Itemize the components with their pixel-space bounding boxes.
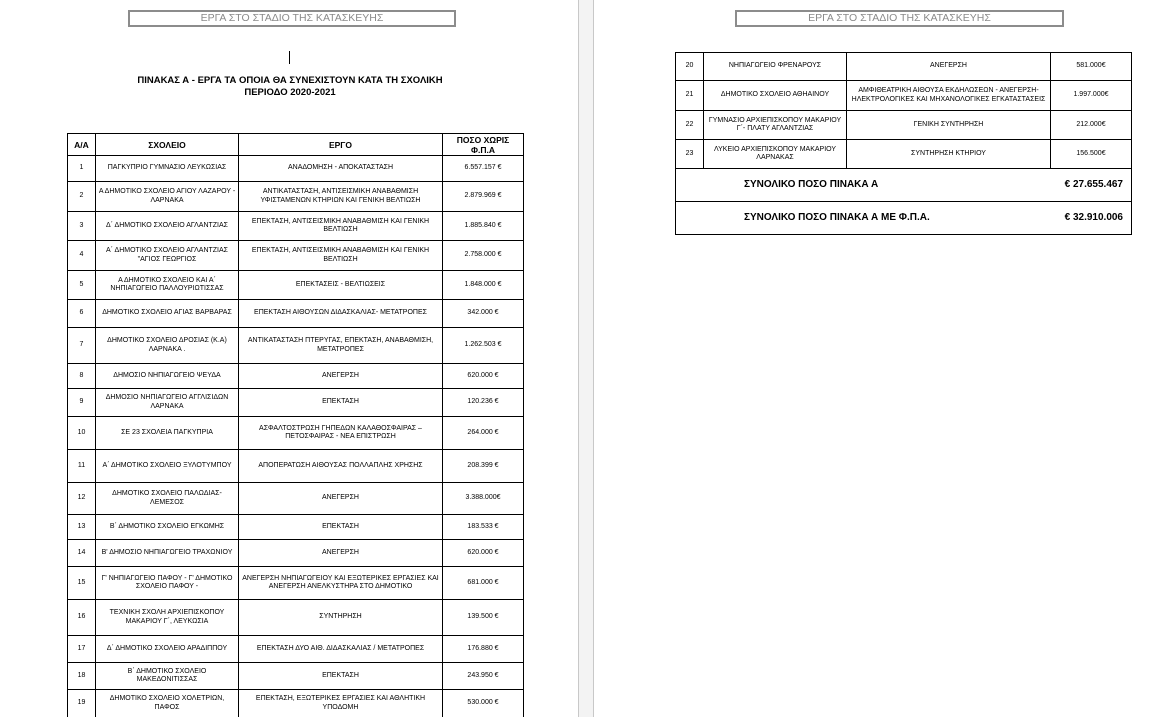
- cell-amount: 156.500€: [1051, 140, 1132, 169]
- table-row: [68, 567, 524, 600]
- table-row: [68, 364, 524, 389]
- cell-amount: 620.000 €: [443, 540, 524, 567]
- cell-school: ΣΕ 23 ΣΧΟΛΕΙΑ ΠΑΓΚΥΠΡΙΑ: [96, 417, 239, 450]
- cell-school: ΝΗΠΙΑΓΩΓΕΙΟ ΦΡΕΝΑΡΟΥΣ: [704, 53, 847, 81]
- cell-aa: 17: [68, 636, 96, 663]
- cell-project: ΕΠΕΚΤΑΣΗ, ΕΞΩΤΕΡΙΚΕΣ ΕΡΓΑΣΙΕΣ ΚΑΙ ΑΘΛΗΤΙΚΗ ΥΠΟΔΟΜΗ: [239, 690, 443, 717]
- table-row: [68, 663, 524, 690]
- cell-project: ΑΝΕΓΕΡΣΗ ΝΗΠΙΑΓΩΓΕΙΟΥ ΚΑΙ ΕΞΩΤΕΡΙΚΕΣ ΕΡΓΑΣΙΕΣ ΚΑΙ ΑΝΕΓΕΡΣΗ ΑΝΕΛΚΥΣΤΗΡΑ ΣΤΟ ΔΗΜΟΤΙΚΟ: [239, 567, 443, 600]
- cell-aa: 7: [68, 328, 96, 364]
- cell-amount: 264.000 €: [443, 417, 524, 450]
- cell-aa: 19: [68, 690, 96, 717]
- cell-project: ΣΥΝΤΗΡΗΣΗ: [239, 600, 443, 636]
- cell-amount: 176.880 €: [443, 636, 524, 663]
- cell-school: Γ' ΝΗΠΙΑΓΩΓΕΙΟ ΠΑΦΟΥ - Γ' ΔΗΜΟΤΙΚΟ ΣΧΟΛΕΙΟ ΠΑΦΟΥ -: [96, 567, 239, 600]
- cell-aa: 20: [676, 53, 704, 81]
- total-row: [676, 202, 1132, 235]
- cell-amount: 1.997.000€: [1051, 81, 1132, 111]
- cell-aa: 12: [68, 483, 96, 515]
- cell-project: ΕΠΕΚΤΑΣΕΙΣ - ΒΕΛΤΙΩΣΕΙΣ: [239, 271, 443, 300]
- page-header: ΕΡΓΑ ΣΤΟ ΣΤΑΔΙΟ ΤΗΣ ΚΑΤΑΣΚΕΥΗΣ: [128, 10, 456, 27]
- cell-amount: 212.000€: [1051, 111, 1132, 140]
- table-row: [68, 182, 524, 212]
- cell-amount: 342.000 €: [443, 300, 524, 328]
- total-value: € 27.655.467: [1051, 169, 1132, 202]
- cell-project: ΕΠΕΚΤΑΣΗ, ΑΝΤΙΣΕΙΣΜΙΚΗ ΑΝΑΒΑΘΜΙΣΗ ΚΑΙ ΓΕΝΙΚΗ ΒΕΛΤΙΩΣΗ: [239, 241, 443, 271]
- cell-aa: 16: [68, 600, 96, 636]
- cell-amount: 1.885.840 €: [443, 212, 524, 241]
- cell-project: ΑΝΕΓΕΡΣΗ: [847, 53, 1051, 81]
- cell-school: ΤΕΧΝΙΚΗ ΣΧΟΛΗ ΑΡΧΙΕΠΙΣΚΟΠΟΥ ΜΑΚΑΡΙΟΥ Γ΄, ΛΕΥΚΩΣΙΑ: [96, 600, 239, 636]
- cell-project: ΑΝΤΙΚΑΤΑΣΤΑΣΗ, ΑΝΤΙΣΕΙΣΜΙΚΗ ΑΝΑΒΑΘΜΙΣΗ ΥΦΙΣΤΑΜΕΝΩΝ ΚΤΗΡΙΩΝ ΚΑΙ ΓΕΝΙΚΗ ΒΕΛΤΙΩΣΗ: [239, 182, 443, 212]
- cell-amount: 1.848.000 €: [443, 271, 524, 300]
- cell-amount: 139.500 €: [443, 600, 524, 636]
- cell-amount: 530.000 €: [443, 690, 524, 717]
- cell-aa: 9: [68, 389, 96, 417]
- cell-project: ΑΝΕΓΕΡΣΗ: [239, 483, 443, 515]
- cell-project: ΕΠΕΚΤΑΣΗ ΔΥΟ ΑΙΘ. ΔΙΔΑΣΚΑΛΙΑΣ / ΜΕΤΑΤΡΟΠΕΣ: [239, 636, 443, 663]
- table-row: [68, 600, 524, 636]
- cell-amount: 620.000 €: [443, 364, 524, 389]
- cell-project: ΑΣΦΑΛΤΟΣΤΡΩΣΗ ΓΗΠΕΔΩΝ ΚΑΛΑΘΟΣΦΑΙΡΑΣ – ΠΕΤΟΣΦΑΙΡΑΣ - ΝΕΑ ΕΠΙΣΤΡΩΣΗ: [239, 417, 443, 450]
- table-row: [68, 328, 524, 364]
- table-title-line-1: ΠΙΝΑΚΑΣ Α - ΕΡΓΑ ΤΑ ΟΠΟΙΑ ΘΑ ΣΥΝΕΧΙΣΤΟΥΝ ΚΑΤΑ ΤΗ ΣΧΟΛΙΚΗ: [137, 75, 443, 86]
- table-row: [68, 271, 524, 300]
- cell-school: Α ΔΗΜΟΤΙΚΟ ΣΧΟΛΕΙΟ ΑΓΙΟΥ ΛΑΖΑΡΟΥ - ΛΑΡΝΑΚΑ: [96, 182, 239, 212]
- document-page-2: [594, 0, 1169, 717]
- cell-project: ΑΠΟΠΕΡΑΤΩΣΗ ΑΙΘΟΥΣΑΣ ΠΟΛΛΑΠΛΗΣ ΧΡΗΣΗΣ: [239, 450, 443, 483]
- page-gutter: [578, 0, 594, 717]
- cell-aa: 18: [68, 663, 96, 690]
- table-row: [676, 53, 1132, 81]
- cell-amount: 183.533 €: [443, 515, 524, 540]
- table-row: [68, 636, 524, 663]
- table-row: [68, 417, 524, 450]
- cell-amount: 581.000€: [1051, 53, 1132, 81]
- cell-aa: 23: [676, 140, 704, 169]
- cell-school: Δ΄ ΔΗΜΟΤΙΚΟ ΣΧΟΛΕΙΟ ΑΓΛΑΝΤΖΙΑΣ: [96, 212, 239, 241]
- text-cursor: [289, 51, 290, 64]
- col-header-school: ΣΧΟΛΕΙΟ: [96, 134, 239, 156]
- cell-school: ΓΥΜΝΑΣΙΟ ΑΡΧΙΕΠΙΣΚΟΠΟΥ ΜΑΚΑΡΙΟΥ Γ΄- ΠΛΑΤΥ ΑΓΛΑΝΤΖΙΑΣ: [704, 111, 847, 140]
- cell-amount: 2.879.969 €: [443, 182, 524, 212]
- cell-project: ΑΜΦΙΘΕΑΤΡΙΚΗ ΑΙΘΟΥΣΑ ΕΚΔΗΛΩΣΕΩΝ - ΑΝΕΓΕΡΣΗ- ΗΛΕΚΤΡΟΛΟΓΙΚΕΣ ΚΑΙ ΜΗΧΑΝΟΛΟΓΙΚΕΣ ΕΓΚΑΤΑΣΤΑΣΕΙΣ: [847, 81, 1051, 111]
- cell-amount: 2.758.000 €: [443, 241, 524, 271]
- cell-aa: 13: [68, 515, 96, 540]
- cell-aa: 6: [68, 300, 96, 328]
- cell-amount: 1.262.503 €: [443, 328, 524, 364]
- cell-project: ΓΕΝΙΚΗ ΣΥΝΤΗΡΗΣΗ: [847, 111, 1051, 140]
- total-value: € 32.910.006: [1051, 202, 1132, 235]
- cell-aa: 21: [676, 81, 704, 111]
- col-header-amount-line2: Φ.Π.Α: [471, 144, 495, 155]
- table-row: [68, 540, 524, 567]
- table-header-row: [68, 134, 524, 156]
- cell-school: ΔΗΜΟΤΙΚΟ ΣΧΟΛΕΙΟ ΑΘΗΑΙΝΟΥ: [704, 81, 847, 111]
- cell-aa: 10: [68, 417, 96, 450]
- cell-aa: 14: [68, 540, 96, 567]
- page-header: ΕΡΓΑ ΣΤΟ ΣΤΑΔΙΟ ΤΗΣ ΚΑΤΑΣΚΕΥΗΣ: [735, 10, 1064, 27]
- table-title: [120, 75, 460, 99]
- cell-school: ΔΗΜΟΤΙΚΟ ΣΧΟΛΕΙΟ ΔΡΟΣΙΑΣ (Κ.Α) ΛΑΡΝΑΚΑ .: [96, 328, 239, 364]
- cell-project: ΑΝΤΙΚΑΤΑΣΤΑΣΗ ΠΤΕΡΥΓΑΣ, ΕΠΕΚΤΑΣΗ, ΑΝΑΒΑΘΜΙΣΗ, ΜΕΤΑΤΡΟΠΕΣ: [239, 328, 443, 364]
- cell-aa: 3: [68, 212, 96, 241]
- total-label: ΣΥΝΟΛΙΚΟ ΠΟΣΟ ΠΙΝΑΚΑ Α: [676, 169, 1051, 202]
- cell-school: Α΄ ΔΗΜΟΤΙΚΟ ΣΧΟΛΕΙΟ ΑΓΛΑΝΤΖΙΑΣ "ΑΓΙΟΣ ΓΕΩΡΓΙΟΣ: [96, 241, 239, 271]
- table-row: [68, 690, 524, 717]
- cell-project: ΕΠΕΚΤΑΣΗ: [239, 663, 443, 690]
- table-row: [676, 111, 1132, 140]
- projects-table: [67, 133, 524, 717]
- projects-table-continued: [675, 52, 1132, 235]
- cell-school: Α΄ ΔΗΜΟΤΙΚΟ ΣΧΟΛΕΙΟ ΞΥΛΟΤΥΜΠΟΥ: [96, 450, 239, 483]
- cell-aa: 22: [676, 111, 704, 140]
- cell-school: Β΄ ΔΗΜΟΤΙΚΟ ΣΧΟΛΕΙΟ ΜΑΚΕΔΟΝΙΤΙΣΣΑΣ: [96, 663, 239, 690]
- document-page-1: [0, 0, 578, 717]
- cell-project: ΕΠΕΚΤΑΣΗ, ΑΝΤΙΣΕΙΣΜΙΚΗ ΑΝΑΒΑΘΜΙΣΗ ΚΑΙ ΓΕΝΙΚΗ ΒΕΛΤΙΩΣΗ: [239, 212, 443, 241]
- cell-aa: 15: [68, 567, 96, 600]
- cell-amount: 3.388.000€: [443, 483, 524, 515]
- total-label: ΣΥΝΟΛΙΚΟ ΠΟΣΟ ΠΙΝΑΚΑ Α ΜΕ Φ.Π.Α.: [676, 202, 1051, 235]
- table-row: [68, 212, 524, 241]
- cell-aa: 8: [68, 364, 96, 389]
- col-header-project: ΕΡΓΟ: [239, 134, 443, 156]
- cell-project: ΑΝΕΓΕΡΣΗ: [239, 540, 443, 567]
- cell-aa: 4: [68, 241, 96, 271]
- cell-school: Α ΔΗΜΟΤΙΚΟ ΣΧΟΛΕΙΟ ΚΑΙ Α΄ ΝΗΠΙΑΓΩΓΕΙΟ ΠΑΛΛΟΥΡΙΩΤΙΣΣΑΣ: [96, 271, 239, 300]
- cell-amount: 208.399 €: [443, 450, 524, 483]
- cell-amount: 243.950 €: [443, 663, 524, 690]
- cell-project: ΕΠΕΚΤΑΣΗ: [239, 389, 443, 417]
- cell-aa: 11: [68, 450, 96, 483]
- total-row: [676, 169, 1132, 202]
- cell-project: ΕΠΕΚΤΑΣΗ: [239, 515, 443, 540]
- table-row: [68, 450, 524, 483]
- table-row: [676, 140, 1132, 169]
- cell-project: ΣΥΝΤΗΡΗΣΗ ΚΤΗΡΙΟΥ: [847, 140, 1051, 169]
- col-header-aa: Α/Α: [68, 134, 96, 156]
- cell-school: ΛΥΚΕΙΟ ΑΡΧΙΕΠΙΣΚΟΠΟΥ ΜΑΚΑΡΙΟΥ ΛΑΡΝΑΚΑΣ: [704, 140, 847, 169]
- table-row: [68, 300, 524, 328]
- cell-project: ΑΝΕΓΕΡΣΗ: [239, 364, 443, 389]
- cell-amount: 681.000 €: [443, 567, 524, 600]
- cell-aa: 2: [68, 182, 96, 212]
- col-header-amount: [443, 134, 524, 156]
- cell-school: ΔΗΜΟΣΙΟ ΝΗΠΙΑΓΩΓΕΙΟ ΨΕΥΔΑ: [96, 364, 239, 389]
- cell-school: Β΄ ΔΗΜΟΤΙΚΟ ΣΧΟΛΕΙΟ ΕΓΚΩΜΗΣ: [96, 515, 239, 540]
- cell-school: ΠΑΓΚΥΠΡΙΟ ΓΥΜΝΑΣΙΟ ΛΕΥΚΩΣΙΑΣ: [96, 156, 239, 182]
- cell-school: Δ΄ ΔΗΜΟΤΙΚΟ ΣΧΟΛΕΙΟ ΑΡΑΔΙΠΠΟΥ: [96, 636, 239, 663]
- table-row: [68, 241, 524, 271]
- table-title-line-2: ΠΕΡΙΟΔΟ 2020-2021: [244, 87, 336, 98]
- table-row: [68, 483, 524, 515]
- cell-project: ΑΝΑΔΟΜΗΣΗ - ΑΠΟΚΑΤΑΣΤΑΣΗ: [239, 156, 443, 182]
- cell-aa: 5: [68, 271, 96, 300]
- table-row: [68, 156, 524, 182]
- cell-amount: 6.557.157 €: [443, 156, 524, 182]
- cell-school: ΔΗΜΟΤΙΚΟ ΣΧΟΛΕΙΟ ΑΓΙΑΣ ΒΑΡΒΑΡΑΣ: [96, 300, 239, 328]
- cell-project: ΕΠΕΚΤΑΣΗ ΑΙΘΟΥΣΩΝ ΔΙΔΑΣΚΑΛΙΑΣ- ΜΕΤΑΤΡΟΠΕΣ: [239, 300, 443, 328]
- cell-aa: 1: [68, 156, 96, 182]
- table-row: [676, 81, 1132, 111]
- cell-amount: 120.236 €: [443, 389, 524, 417]
- cell-school: ΔΗΜΟΣΙΟ ΝΗΠΙΑΓΩΓΕΙΟ ΑΓΓΛΙΣΙΔΩΝ ΛΑΡΝΑΚΑ: [96, 389, 239, 417]
- cell-school: Β' ΔΗΜΟΣΙΟ ΝΗΠΙΑΓΩΓΕΙΟ ΤΡΑΧΩΝΙΟΥ: [96, 540, 239, 567]
- cell-school: ΔΗΜΟΤΙΚΟ ΣΧΟΛΕΙΟ ΧΟΛΕΤΡΙΩΝ, ΠΑΦΟΣ: [96, 690, 239, 717]
- table-row: [68, 515, 524, 540]
- col-header-amount-line1: ΠΟΣΟ ΧΩΡΙΣ: [456, 134, 510, 145]
- cell-school: ΔΗΜΟΤΙΚΟ ΣΧΟΛΕΙΟ ΠΑΛΩΔΙΑΣ- ΛΕΜΕΣΟΣ: [96, 483, 239, 515]
- table-row: [68, 389, 524, 417]
